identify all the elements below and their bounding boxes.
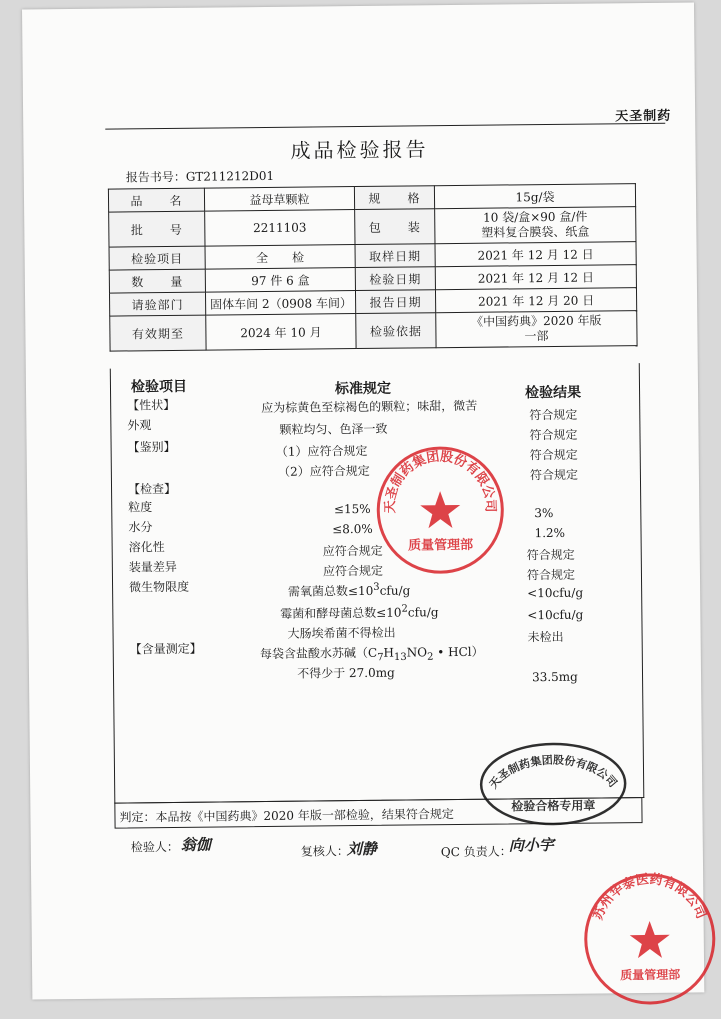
item-label: 粒度 — [128, 500, 153, 515]
standard-part: NO — [406, 645, 428, 660]
report-number-value: GT211212D01 — [185, 168, 275, 184]
info-row — [109, 207, 636, 248]
result-text: <10cfu/g — [527, 607, 584, 623]
info-label: 品 名 — [108, 188, 204, 212]
seal-ring-text: 苏州华泰医药有限公司 — [590, 872, 709, 923]
item-label: 【含量测定】 — [129, 641, 202, 657]
info-label: 批 号 — [109, 211, 205, 247]
result-text: 符合规定 — [526, 547, 575, 563]
info-label: 报告日期 — [355, 290, 435, 314]
info-label: 检验日期 — [355, 267, 435, 291]
result-text: 33.5mg — [531, 669, 578, 685]
item-label: 【检查】 — [127, 481, 177, 497]
info-value: 2021 年 12 月 12 日 — [435, 242, 636, 267]
qc-label: QC 负责人： — [440, 844, 512, 860]
standard-text: （1）应符合规定 — [275, 443, 368, 459]
info-value: 2021 年 12 月 12 日 — [435, 265, 636, 290]
info-value — [436, 311, 637, 348]
info-value — [435, 207, 636, 244]
info-label: 有效期至 — [110, 315, 206, 351]
info-label: 检验项目 — [109, 246, 205, 270]
qc-signature: 向小宇 — [508, 835, 554, 855]
info-label: 请验部门 — [109, 292, 205, 316]
standard-text: 颗粒均匀、色泽一致 — [279, 421, 388, 437]
info-label: 规 格 — [354, 186, 434, 210]
item-label: 【性状】 — [127, 397, 176, 413]
info-label: 检验依据 — [356, 313, 436, 349]
standard-text — [260, 643, 484, 665]
item-label: 溶化性 — [128, 540, 165, 555]
standard-part: 13 — [393, 651, 407, 664]
inspector-signature: 翁伽 — [180, 835, 211, 854]
standard-part: • HCl） — [433, 644, 484, 660]
report-number-label: 报告书号： — [125, 169, 186, 185]
item-label: 外观 — [127, 418, 152, 433]
info-label: 数 量 — [109, 269, 205, 293]
basis-line: 一部 — [524, 329, 549, 344]
info-value: 益母草颗粒 — [204, 187, 354, 212]
standard-part: 需氧菌总数≤10 — [287, 583, 374, 599]
quality-dept-seal — [375, 444, 506, 575]
svg-text:天圣制药集团股份有限公司 — [486, 752, 620, 791]
standard-text: 不得少于 27.0mg — [297, 665, 395, 681]
seal-ring-text: 天圣制药集团股份有限公司 — [486, 753, 620, 792]
result-text: 符合规定 — [529, 467, 579, 483]
standard-text: 应符合规定 — [322, 543, 383, 559]
standard-text: 应符合规定 — [322, 563, 383, 579]
info-value: 2021 年 12 月 20 日 — [435, 288, 636, 313]
item-label: 【鉴别】 — [127, 439, 176, 455]
seal-center-text: 检验合格专用章 — [511, 798, 596, 814]
info-label: 包 装 — [355, 209, 435, 245]
item-label: 装量差异 — [128, 559, 177, 575]
standard-part: 7 — [377, 652, 384, 664]
product-info-table — [108, 183, 638, 352]
standard-part: 2 — [401, 603, 408, 615]
info-value: 全 检 — [205, 245, 355, 270]
standard-part: cfu/g — [379, 583, 411, 598]
result-text: 3% — [534, 505, 554, 521]
standard-part: 霉菌和酵母菌总数≤10 — [280, 605, 402, 621]
brand-mark: 天圣制药 — [615, 108, 672, 125]
results-section — [110, 363, 645, 804]
info-label: 取样日期 — [355, 244, 435, 268]
distributor-seal — [579, 868, 720, 1009]
standard-part: 3 — [373, 581, 380, 593]
packaging-line: 10 袋/盒×90 盒/件 — [482, 209, 588, 225]
reviewer-label: 复核人： — [300, 844, 349, 859]
standard-part: 2 — [427, 651, 434, 663]
result-text: 符合规定 — [529, 447, 578, 463]
item-label: 微生物限度 — [129, 579, 190, 595]
info-value: 固体车间 2（0908 车间） — [205, 291, 355, 316]
basis-line: 《中国药典》2020 年版 — [471, 313, 602, 329]
seal-center-text: 质量管理部 — [620, 967, 681, 983]
conclusion: 判定：本品按《中国药典》2020 年版一部检验，结果符合规定 — [114, 797, 642, 829]
svg-text:苏州华泰医药有限公司 — [589, 870, 709, 922]
item-label: 水分 — [128, 520, 153, 535]
report-title: 成品检验报告 — [290, 137, 429, 163]
standard-text: ≤15% — [333, 501, 371, 517]
report-page — [22, 2, 709, 999]
result-text: 符合规定 — [529, 427, 578, 443]
result-text: <10cfu/g — [527, 585, 584, 601]
info-value: 97 件 6 盒 — [205, 268, 355, 293]
reviewer-signature: 刘静 — [346, 839, 377, 859]
standard-part: 每袋含盐酸水苏碱（C — [259, 645, 378, 662]
info-value: 2211103 — [205, 210, 355, 247]
report-number — [126, 167, 274, 186]
seal-center-text: 质量管理部 — [408, 537, 474, 554]
standard-text: ≤8.0% — [332, 521, 373, 537]
standard-text: 应为棕黄色至棕褐色的颗粒；味甜，微苦 — [261, 398, 478, 416]
packaging-line: 塑料复合膜袋、纸盒 — [481, 224, 590, 240]
header-rule — [105, 123, 665, 130]
standard-text — [288, 581, 410, 599]
standard-text — [280, 603, 438, 622]
result-text: 未检出 — [527, 629, 564, 645]
info-value: 15g/袋 — [434, 184, 635, 209]
result-text: 符合规定 — [526, 567, 576, 583]
result-text: 1.2% — [534, 525, 566, 541]
col-header-result: 检验结果 — [524, 384, 582, 402]
standard-text: 大肠埃希菌不得检出 — [287, 625, 396, 641]
seal-ring-text: 天圣制药集团股份有限公司 — [383, 449, 498, 514]
inspection-qualified-seal — [478, 741, 629, 827]
col-header-standard: 标准规定 — [334, 380, 392, 398]
standard-text: （2）应符合规定 — [277, 463, 370, 479]
info-row — [110, 311, 637, 352]
inspector-label: 检验人： — [130, 839, 179, 855]
info-value: 2024 年 10 月 — [206, 314, 356, 351]
col-header-item: 检验项目 — [130, 378, 188, 396]
result-text: 符合规定 — [529, 407, 578, 423]
standard-part: cfu/g — [407, 605, 439, 620]
standard-part: H — [383, 645, 395, 660]
